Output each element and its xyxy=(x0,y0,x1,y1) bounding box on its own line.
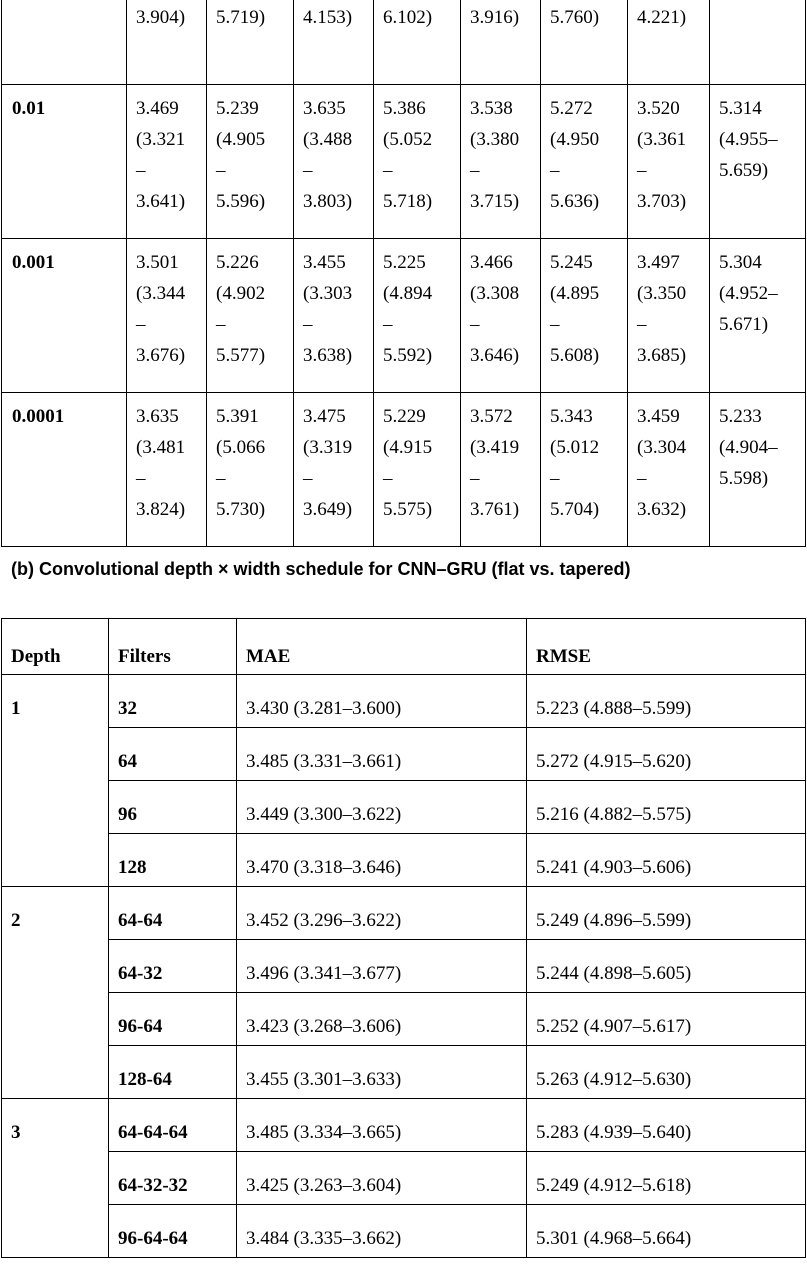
cell-line: – xyxy=(136,160,146,181)
cell-line: 3.455 xyxy=(303,252,346,273)
table-row xyxy=(2,781,806,834)
cell-line: 5.718) xyxy=(383,191,433,212)
cell-line: 5.608) xyxy=(550,345,600,366)
table-b-caption: (b) Convolutional depth × width schedule for CNN–GRU (flat vs. tapered) xyxy=(11,559,631,579)
cell-line: 3.641) xyxy=(136,191,186,212)
table-row xyxy=(2,1099,806,1152)
mae-cell: 3.485 (3.331–3.661) xyxy=(237,728,527,781)
row-label xyxy=(2,0,127,85)
cell-line: 5.596) xyxy=(216,191,266,212)
cell-line: (3.350 xyxy=(637,283,687,304)
cell-line: 5.730) xyxy=(216,499,266,520)
cell-line: (3.488 xyxy=(303,129,353,150)
cell-line: 5.343 xyxy=(550,406,593,427)
cell-line: (5.052 xyxy=(383,129,433,150)
cell-line: (4.905 xyxy=(216,129,266,150)
cell-line: 5.575) xyxy=(383,499,433,520)
table-a-cell xyxy=(294,393,374,547)
cell-line: 5.272 xyxy=(550,98,593,119)
table-a-cell xyxy=(374,0,461,85)
filters-cell: 96-64-64 xyxy=(109,1205,237,1258)
table-a-cell xyxy=(374,393,461,547)
cell-line: 5.704) xyxy=(550,499,600,520)
table-a-cell xyxy=(541,239,628,393)
cell-line: (5.012 xyxy=(550,437,600,458)
cell-line: (3.319 xyxy=(303,437,353,458)
table-row xyxy=(2,940,806,993)
cell-line: – xyxy=(303,160,313,181)
cell-line: – xyxy=(637,160,647,181)
cell-line: (4.904– xyxy=(719,437,778,458)
cell-line: 3.497 xyxy=(637,252,680,273)
cell-line: 5.659) xyxy=(719,160,769,181)
rmse-cell: 5.263 (4.912–5.630) xyxy=(527,1046,806,1099)
rmse-cell: 5.249 (4.912–5.618) xyxy=(527,1152,806,1205)
table-a-cell xyxy=(628,393,710,547)
header-filters: Filters xyxy=(109,619,237,675)
cell-line: (3.304 xyxy=(637,437,687,458)
cell-line: (3.321 xyxy=(136,129,186,150)
cell-line: (3.308 xyxy=(470,283,520,304)
table-a-cell xyxy=(710,239,806,393)
rmse-cell: 5.272 (4.915–5.620) xyxy=(527,728,806,781)
cell-line: 3.520 xyxy=(637,98,680,119)
cell-line: 3.803) xyxy=(303,191,353,212)
table-a-cell xyxy=(207,239,294,393)
cell-line: 5.229 xyxy=(383,406,426,427)
cell-line: – xyxy=(136,468,146,489)
cell-line: 5.391 xyxy=(216,406,259,427)
cell-line: (4.950 xyxy=(550,129,600,150)
cell-line: (4.895 xyxy=(550,283,600,304)
cell-line: (4.915 xyxy=(383,437,433,458)
header-depth: Depth xyxy=(2,619,109,675)
mae-cell: 3.425 (3.263–3.604) xyxy=(237,1152,527,1205)
table-a-row xyxy=(2,85,806,239)
rmse-cell: 5.223 (4.888–5.599) xyxy=(527,675,806,728)
table-a-cell xyxy=(628,0,710,85)
table-a-row xyxy=(2,239,806,393)
rmse-cell: 5.252 (4.907–5.617) xyxy=(527,993,806,1046)
cell-line: – xyxy=(550,314,560,335)
table-a-cell xyxy=(294,0,374,85)
rmse-cell: 5.216 (4.882–5.575) xyxy=(527,781,806,834)
cell-line: 3.676) xyxy=(136,345,186,366)
cell-line: 5.233 xyxy=(719,406,762,427)
table-row xyxy=(2,675,806,728)
table-a-cell xyxy=(461,0,541,85)
rmse-cell: 5.301 (4.968–5.664) xyxy=(527,1205,806,1258)
cell-line: – xyxy=(303,314,313,335)
table-a-cell xyxy=(127,393,207,547)
table-a-cell xyxy=(207,0,294,85)
cell-line: – xyxy=(216,314,226,335)
table-a-cell xyxy=(541,393,628,547)
row-label: 0.01 xyxy=(2,85,127,239)
filters-cell: 32 xyxy=(109,675,237,728)
cell-line: (4.952– xyxy=(719,283,778,304)
table-a-row xyxy=(2,0,806,85)
cell-line: 5.314 xyxy=(719,98,762,119)
results-table-a xyxy=(1,0,806,547)
table-row xyxy=(2,1205,806,1258)
cell-line: – xyxy=(383,314,393,335)
table-row xyxy=(2,993,806,1046)
table-a-cell xyxy=(710,0,806,85)
cell-line: 5.304 xyxy=(719,252,762,273)
cell-line: 3.538 xyxy=(470,98,513,119)
cell-line: – xyxy=(637,468,647,489)
cell-line: – xyxy=(550,160,560,181)
table-a-cell xyxy=(541,85,628,239)
cell-line: 5.719) xyxy=(216,7,266,28)
cell-line: 3.635 xyxy=(303,98,346,119)
table-a-cell xyxy=(710,393,806,547)
cell-line: 3.635 xyxy=(136,406,179,427)
filters-cell: 64-32 xyxy=(109,940,237,993)
cell-line: – xyxy=(216,468,226,489)
table-a-cell xyxy=(207,85,294,239)
cell-line: 3.715) xyxy=(470,191,520,212)
cell-line: 5.225 xyxy=(383,252,426,273)
cell-line: 5.592) xyxy=(383,345,433,366)
table-a-cell xyxy=(127,0,207,85)
table-a-cell xyxy=(461,393,541,547)
cell-line: 3.703) xyxy=(637,191,687,212)
table-a-row xyxy=(2,393,806,547)
cell-line: 5.245 xyxy=(550,252,593,273)
mae-cell: 3.470 (3.318–3.646) xyxy=(237,834,527,887)
table-a-cell xyxy=(461,85,541,239)
cell-line: (3.361 xyxy=(637,129,687,150)
filters-cell: 64-64 xyxy=(109,887,237,940)
cell-line: 5.239 xyxy=(216,98,259,119)
cell-line: (3.380 xyxy=(470,129,520,150)
cell-line: 3.646) xyxy=(470,345,520,366)
table-row xyxy=(2,728,806,781)
filters-cell: 64-64-64 xyxy=(109,1099,237,1152)
cell-line: 5.386 xyxy=(383,98,426,119)
table-a-cell xyxy=(628,85,710,239)
cell-line: – xyxy=(383,468,393,489)
results-table-b xyxy=(1,618,806,1258)
table-row xyxy=(2,1152,806,1205)
cell-line: 3.904) xyxy=(136,7,186,28)
filters-cell: 64-32-32 xyxy=(109,1152,237,1205)
mae-cell: 3.452 (3.296–3.622) xyxy=(237,887,527,940)
depth-cell: 1 xyxy=(2,675,109,887)
depth-cell: 3 xyxy=(2,1099,109,1258)
table-a-cell xyxy=(710,85,806,239)
cell-line: – xyxy=(383,160,393,181)
row-label: 0.001 xyxy=(2,239,127,393)
rmse-cell: 5.244 (4.898–5.605) xyxy=(527,940,806,993)
cell-line: (3.303 xyxy=(303,283,353,304)
cell-line: 6.102) xyxy=(383,7,433,28)
cell-line: 5.226 xyxy=(216,252,259,273)
filters-cell: 96 xyxy=(109,781,237,834)
mae-cell: 3.485 (3.334–3.665) xyxy=(237,1099,527,1152)
cell-line: 3.761) xyxy=(470,499,520,520)
table-row xyxy=(2,834,806,887)
cell-line: (4.955– xyxy=(719,129,778,150)
cell-line: 3.466 xyxy=(470,252,513,273)
cell-line: (3.481 xyxy=(136,437,186,458)
mae-cell: 3.484 (3.335–3.662) xyxy=(237,1205,527,1258)
cell-line: 4.221) xyxy=(637,7,687,28)
cell-line: 3.824) xyxy=(136,499,186,520)
cell-line: (5.066 xyxy=(216,437,266,458)
cell-line: (4.902 xyxy=(216,283,266,304)
cell-line: 5.598) xyxy=(719,468,769,489)
cell-line: 5.636) xyxy=(550,191,600,212)
filters-cell: 128-64 xyxy=(109,1046,237,1099)
header-rmse: RMSE xyxy=(527,619,806,675)
cell-line: – xyxy=(303,468,313,489)
table-a-cell xyxy=(127,239,207,393)
cell-line: 3.685) xyxy=(637,345,687,366)
cell-line: 3.649) xyxy=(303,499,353,520)
mae-cell: 3.496 (3.341–3.677) xyxy=(237,940,527,993)
cell-line: 3.632) xyxy=(637,499,687,520)
cell-line: – xyxy=(550,468,560,489)
table-row xyxy=(2,887,806,940)
table-a-cell xyxy=(207,393,294,547)
cell-line: – xyxy=(470,468,480,489)
cell-line: – xyxy=(136,314,146,335)
cell-line: 5.760) xyxy=(550,7,600,28)
table-row xyxy=(2,1046,806,1099)
header-mae: MAE xyxy=(237,619,527,675)
rmse-cell: 5.283 (4.939–5.640) xyxy=(527,1099,806,1152)
mae-cell: 3.430 (3.281–3.600) xyxy=(237,675,527,728)
cell-line: 3.475 xyxy=(303,406,346,427)
table-a-cell xyxy=(374,85,461,239)
depth-cell: 2 xyxy=(2,887,109,1099)
cell-line: – xyxy=(637,314,647,335)
table-a-cell xyxy=(628,239,710,393)
cell-line: – xyxy=(216,160,226,181)
filters-cell: 64 xyxy=(109,728,237,781)
table-a-cell xyxy=(294,239,374,393)
table-a-cell xyxy=(294,85,374,239)
cell-line: 3.501 xyxy=(136,252,179,273)
mae-cell: 3.455 (3.301–3.633) xyxy=(237,1046,527,1099)
cell-line: 5.577) xyxy=(216,345,266,366)
mae-cell: 3.449 (3.300–3.622) xyxy=(237,781,527,834)
rmse-cell: 5.249 (4.896–5.599) xyxy=(527,887,806,940)
row-label: 0.0001 xyxy=(2,393,127,547)
cell-line: – xyxy=(470,160,480,181)
table-a-cell xyxy=(461,239,541,393)
filters-cell: 128 xyxy=(109,834,237,887)
cell-line: (3.344 xyxy=(136,283,186,304)
cell-line: (3.419 xyxy=(470,437,520,458)
filters-cell: 96-64 xyxy=(109,993,237,1046)
mae-cell: 3.423 (3.268–3.606) xyxy=(237,993,527,1046)
cell-line: 5.671) xyxy=(719,314,769,335)
cell-line: 3.459 xyxy=(637,406,680,427)
cell-line: – xyxy=(470,314,480,335)
cell-line: (4.894 xyxy=(383,283,433,304)
cell-line: 3.572 xyxy=(470,406,513,427)
cell-line: 3.638) xyxy=(303,345,353,366)
cell-line: 4.153) xyxy=(303,7,353,28)
table-a-cell xyxy=(374,239,461,393)
table-b-header-row xyxy=(2,619,806,675)
table-a-cell xyxy=(541,0,628,85)
cell-line: 3.916) xyxy=(470,7,520,28)
table-a-cell xyxy=(127,85,207,239)
rmse-cell: 5.241 (4.903–5.606) xyxy=(527,834,806,887)
cell-line: 3.469 xyxy=(136,98,179,119)
